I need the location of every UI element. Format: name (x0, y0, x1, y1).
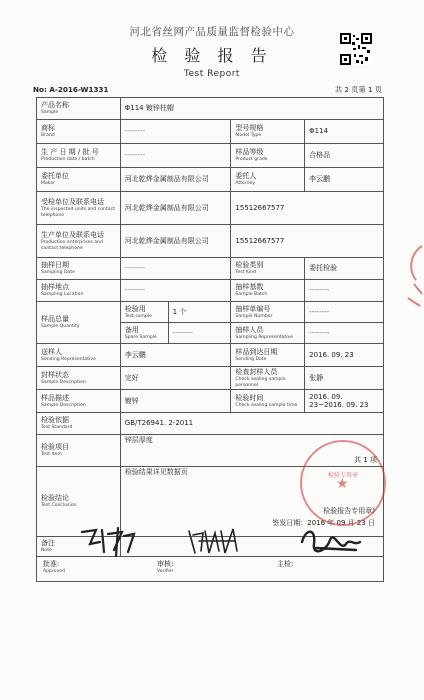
org-name: 河北省丝网产品质量监督检验中心 (129, 26, 295, 38)
table-row (37, 280, 384, 302)
check-time-label: 检验时间 Check sealing sample time (231, 390, 305, 413)
table-row (37, 192, 384, 225)
test-standard-label: 检验依据 Test Standard (37, 413, 121, 435)
grade-value: 合格品 (305, 144, 384, 168)
sending-date-value: 2016. 09. 23 (305, 344, 384, 367)
stamp-text: 检验专用章 (327, 472, 358, 479)
producer-org: 河北乾烨金属制品有限公司 (120, 225, 231, 258)
attorney-value: 李云鹏 (305, 168, 384, 192)
model-value: Φ114 (305, 120, 384, 144)
report-title: 检 验 报 告 (151, 46, 273, 65)
brand-value: -------- (120, 120, 231, 144)
star-icon: ★ (336, 476, 349, 492)
spare-sample-label: 备用 Spare Sample (120, 323, 168, 344)
quantity-label: 样品总量 Sample Quantity (37, 302, 121, 344)
inspected-phone: 15512667577 (231, 192, 384, 225)
qr-code-icon (340, 33, 372, 65)
sample-number-label: 抽样单编号 Sample Number (231, 302, 305, 323)
verifier-signature (185, 523, 245, 559)
sample-batch-label: 抽样基数 Sample Batch (231, 280, 305, 302)
attorney-label: 委托人 Attorney (231, 168, 305, 192)
test-sample-label: 检验用 Test sample (120, 302, 168, 323)
inspector-signature (296, 522, 366, 562)
table-row (37, 344, 384, 367)
table-row (37, 225, 384, 258)
report-number: No: A-2016-W1331 (33, 85, 109, 94)
check-personnel-value: 张静 (305, 367, 384, 390)
official-stamp (300, 440, 386, 526)
sampling-rep-value: -------- (305, 323, 384, 344)
issue-label: 签发日期： (272, 519, 308, 527)
table-row (37, 302, 384, 323)
sample-label: 产品名称 Sample (37, 98, 121, 120)
table-row (37, 390, 384, 413)
brand-label: 商标 Brand (37, 120, 121, 144)
page-info: 共 2 页第 1 页 (334, 85, 382, 94)
sampling-date-label: 抽样日期 Sampling Date (37, 258, 121, 280)
check-personnel-label: 检查封样人员 Check sealing sample personnel (231, 367, 305, 390)
table-row (37, 367, 384, 390)
conclusion-text: 检验结果详见数据页 (124, 468, 188, 476)
sampling-location-value: -------- (120, 280, 231, 302)
prod-date-value: -------- (120, 144, 231, 168)
producer-phone: 15512667577 (231, 225, 384, 258)
sample-desc-value: 镀锌 (120, 390, 231, 413)
verifier-label: 审核: Verifier (157, 560, 174, 575)
table-row (37, 413, 384, 435)
approver-signature (78, 522, 138, 562)
report-title-en: Test Report (184, 69, 240, 79)
maker-value: 河北乾烨金属制品有限公司 (120, 168, 231, 192)
seal-desc-value: 完好 (120, 367, 231, 390)
table-row (37, 98, 384, 120)
grade-label: 样品等级 Product grade (231, 144, 305, 168)
sample-batch-value: -------- (305, 280, 384, 302)
sampling-location-label: 抽样地点 Sampling Location (37, 280, 121, 302)
inspected-org: 河北乾烨金属制品有限公司 (120, 192, 231, 225)
seal-line: 检验报告专用章) (323, 507, 375, 515)
table-row (37, 168, 384, 192)
sample-desc-label: 样品描述 Sample Description (37, 390, 121, 413)
seal-desc-label: 封样状态 Sample Description (37, 367, 121, 390)
edge-seal-icon (402, 240, 424, 310)
test-standard-value: GB/T26941. 2-2011 (120, 413, 383, 435)
maker-label: 委托单位 Maker (37, 168, 121, 192)
approver-label: 批准: Approved (43, 560, 66, 575)
sample-number-value: -------- (305, 302, 384, 323)
note-label: 备注 Note (37, 537, 121, 557)
test-item-label: 检验项目 Test Item (37, 435, 121, 467)
producer-label: 生产单位及联系电话 Production enterprises and contact telephone (37, 225, 121, 258)
test-sample-value: 1 个 (168, 302, 231, 323)
table-row (37, 144, 384, 168)
sampling-date-value: -------- (120, 258, 231, 280)
test-item-count: 共 1 项 (354, 455, 377, 464)
sending-date-label: 样品到达日期 Sending Date (231, 344, 305, 367)
prod-date-label: 生 产 日 期 / 批 号 Production date / batch (37, 144, 121, 168)
spare-sample-value: -------- (168, 323, 231, 344)
conclusion-label: 检验结论 Test Conclusion (37, 467, 121, 537)
test-kind-label: 检验类别 Test Kind (231, 258, 305, 280)
test-item-text: 锌层厚度 (124, 436, 153, 444)
inspector-label: 主检: (277, 560, 294, 568)
issue-date: 2016 年 09 月 23 日 (307, 519, 375, 527)
check-time-value: 2016. 09. 23~2016. 09. 23 (305, 390, 384, 413)
inspected-label: 受检单位及联系电话 The inspected units and contact telephone (37, 192, 121, 225)
table-row (37, 120, 384, 144)
test-kind-value: 委托检验 (305, 258, 384, 280)
sampling-rep-label: 抽样人员 Sampling Representative (231, 323, 305, 344)
sender-label: 送样人 Sending Representative (37, 344, 121, 367)
sample-value: Φ114 镀锌柱帽 (120, 98, 383, 120)
model-label: 型号规格 Model Type (231, 120, 305, 144)
table-row (37, 258, 384, 280)
sender-value: 李云鹏 (120, 344, 231, 367)
